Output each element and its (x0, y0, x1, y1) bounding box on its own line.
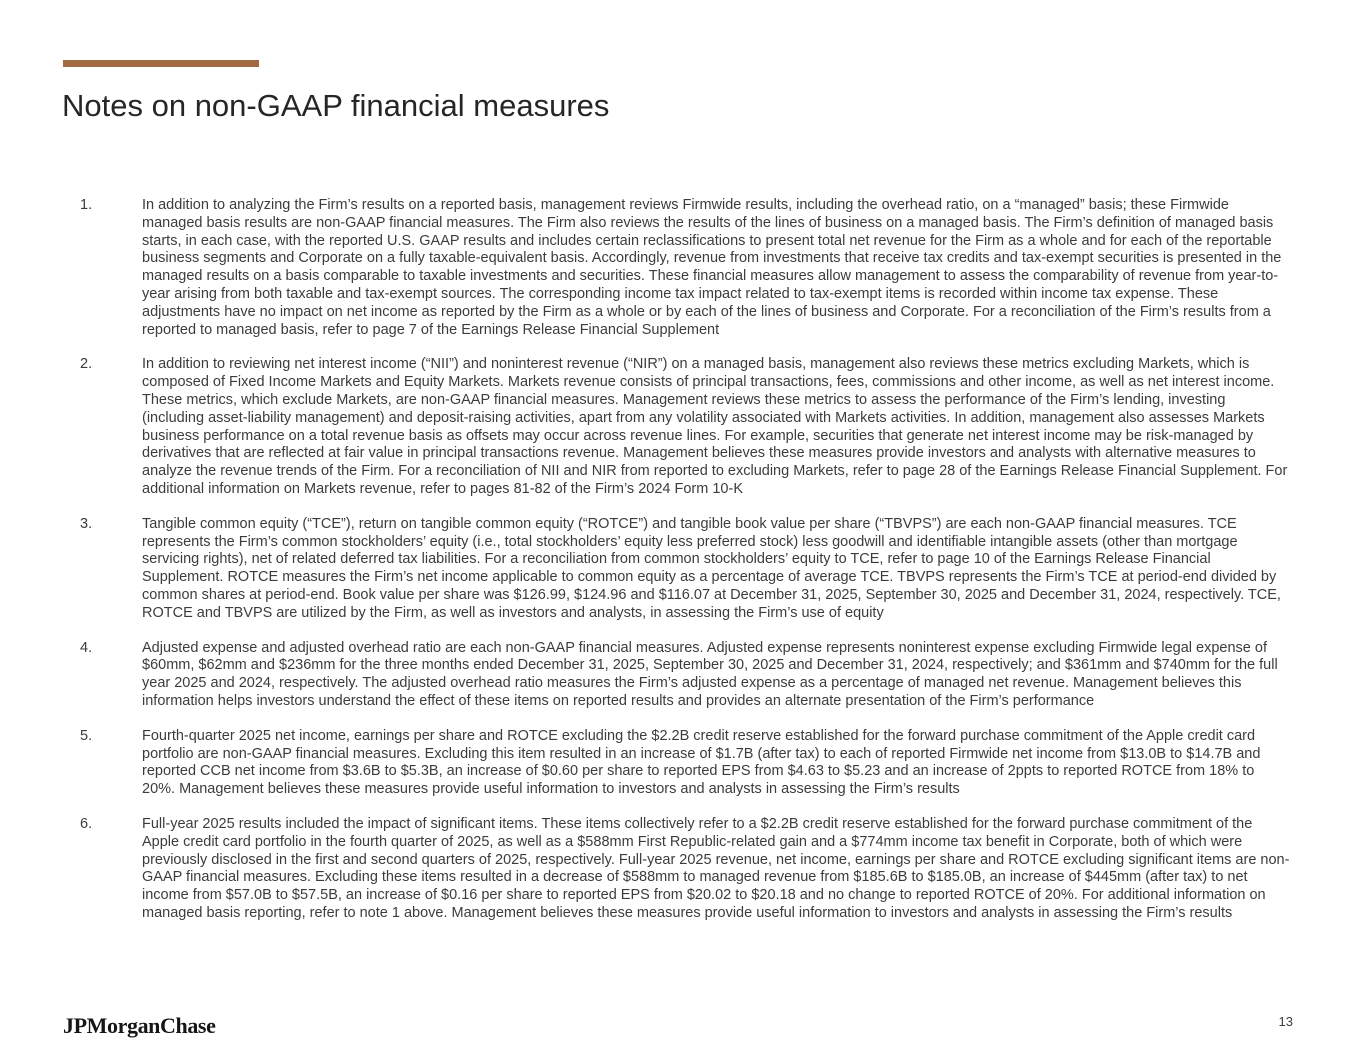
note-text: Full-year 2025 results included the impact of significant items. These items collectively refer to a $2.2B credit reserve established for the forward purchase commitment of the Apple credit card portfolio in the fourth quarter of 2025, as well as a $588mm First Republic-related gain and a $774mm income tax benefit in Corporate, both of which were previously disclosed in the first and second quarters of 2025, respectively. Full-year 2025 revenue, net income, earnings per share and ROTCE excluding significant items are non-GAAP financial measures. Excluding these items resulted in a decrease of $588mm to managed revenue from $185.6B to $185.0B, an increase of $445mm (after tax) to net income from $57.0B to $57.5B, an increase of $0.16 per share to reported EPS from $20.02 to $20.18 and no change to reported ROTCE of 20%. For additional information on managed basis reporting, refer to note 1 above. Management believes these measures provide useful information to investors and analysts in assessing the Firm’s results (142, 815, 1290, 921)
note-number: 4. (80, 639, 93, 656)
note-text: In addition to analyzing the Firm’s results on a reported basis, management reviews Firmwide results, including the overhead ratio, on a “managed” basis; these Firmwide managed basis results are non-GAAP financial measures. The Firm also reviews the results of the lines of business on a managed basis. The Firm’s definition of managed basis starts, in each case, with the reported U.S. GAAP results and includes certain reclassifications to present total net revenue for the Firm as a whole and for each of the reportable business segments and Corporate on a fully taxable-equivalent basis. Accordingly, revenue from investments that receive tax credits and tax-exempt securities is presented in the managed results on a basis comparable to taxable investments and securities. These financial measures allow management to assess the comparability of revenue from year-to-year arising from both taxable and tax-exempt sources. The corresponding income tax impact related to tax-exempt items is recorded within income tax expense. These adjustments have no impact on net income as reported by the Firm as a whole or by each of the lines of business and Corporate. For a reconciliation of the Firm’s results from a reported to managed basis, refer to page 7 of the Earnings Release Financial Supplement (142, 197, 1282, 338)
note-text: Fourth-quarter 2025 net income, earnings per share and ROTCE excluding the $2.2B credit reserve established for the forward purchase commitment of the Apple credit card portfolio are non-GAAP financial measures. Excluding this item resulted in an increase of $1.7B (after tax) to each of reported Firmwide net income from $13.0B to $14.7B and reported CCB net income from $3.6B to $5.3B, an increase of $0.60 per share to reported EPS from $4.63 to $5.23 and an increase of 2ppts to reported ROTCE from 18% to 20%. Management believes these measures provide useful information to investors and analysts in assessing the Firm’s results (142, 727, 1261, 798)
note-text: In addition to reviewing net interest income (“NII”) and noninterest revenue (“NIR”) on a managed basis, management also reviews these metrics excluding Markets, which is composed of Fixed Income Markets and Equity Markets. Markets revenue consists of principal transactions, fees, commissions and other income, as well as net interest income. These metrics, which exclude Markets, are non-GAAP financial measures. Management reviews these metrics to assess the performance of the Firm’s lending, investing (including asset-liability management) and deposit-raising activities, apart from any volatility associated with Markets activities. In addition, management also assesses Markets business performance on a total revenue basis as offsets may occur across revenue lines. For example, securities that generate net interest income may be risk-managed by derivatives that are reflected at fair value in principal transactions revenue. Management believes these measures provide investors and analysts with alternative measures to analyze the revenue trends of the Firm. For a reconciliation of NII and NIR from reported to excluding Markets, refer to page 28 of the Earnings Release Financial Supplement. For additional information on Markets revenue, refer to pages 81-82 of the Firm’s 2024 Form 10-K (142, 356, 1288, 497)
note-number: 6. (80, 815, 93, 832)
page-title: Notes on non-GAAP financial measures (62, 88, 610, 123)
note-number: 5. (80, 727, 93, 744)
note-item-6 (80, 816, 1292, 923)
note-item-1 (80, 197, 1292, 339)
note-text: Adjusted expense and adjusted overhead ratio are each non-GAAP financial measures. Adjusted expense represents noninterest expense excluding Firmwide legal expense of $60mm, $62mm and $236mm for the three months ended December 31, 2025, September 30, 2025 and December 31, 2024, respectively; and $361mm and $740mm for the full year 2025 and 2024, respectively. The adjusted overhead ratio measures the Firm’s adjusted expense as a percentage of managed net revenue. Management believes this information helps investors understand the effect of these items on reported results and provides an alternate presentation of the Firm’s performance (142, 639, 1278, 709)
note-item-2 (80, 356, 1292, 498)
note-number: 2. (80, 356, 93, 373)
accent-bar (63, 60, 259, 67)
note-item-3 (80, 516, 1292, 623)
notes-list (80, 197, 1292, 940)
note-item-4 (80, 640, 1292, 711)
page-number: 13 (1278, 1014, 1293, 1029)
note-item-5 (80, 728, 1292, 799)
note-text: Tangible common equity (“TCE”), return on tangible common equity (“ROTCE”) and tangible book value per share (“TBVPS”) are each non-GAAP financial measures. TCE represents the Firm’s common stockholders’ equity (i.e., total stockholders’ equity less preferred stock) less goodwill and identifiable intangible assets (other than mortgage servicing rights), net of related deferred tax liabilities. For a reconciliation from common stockholders’ equity to TCE, refer to page 10 of the Earnings Release Financial Supplement. ROTCE measures the Firm’s net income applicable to common equity as a percentage of average TCE. TBVPS represents the Firm’s TCE at period-end divided by common shares at period-end. Book value per share was $126.99, $124.96 and $116.07 at December 31, 2025, September 30, 2025 and December 31, 2024, respectively. TCE, ROTCE and TBVPS are utilized by the Firm, as well as investors and analysts, in assessing the Firm’s use of equity (142, 515, 1281, 621)
note-number: 1. (80, 197, 93, 213)
jpmorganchase-logo: JPMorganChase (63, 1013, 216, 1038)
footer (0, 1003, 1365, 1055)
note-number: 3. (80, 515, 93, 532)
